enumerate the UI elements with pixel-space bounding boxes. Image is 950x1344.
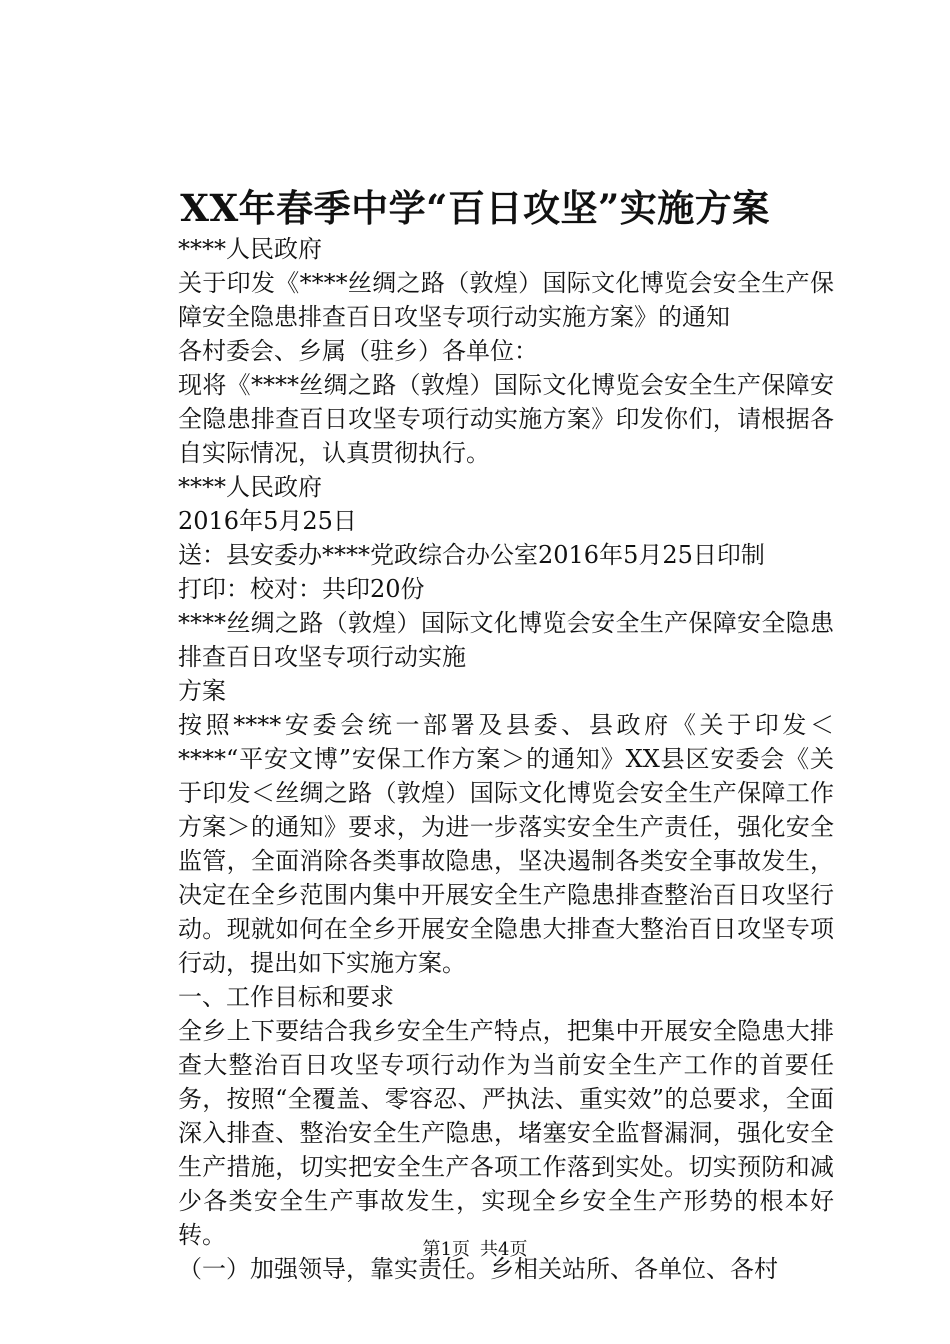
- paragraph-distribution: 送：县安委办****党政综合办公室2016年5月25日印制: [178, 541, 765, 569]
- paragraph-notice-title: 关于印发《****丝绸之路（敦煌）国际文化博览会安全生产保障安全隐患排查百日攻坚专项行动实施方案》的通知: [178, 269, 834, 331]
- section-heading: 一、工作目标和要求: [178, 983, 394, 1011]
- paragraph-plan-title-end: 方案: [178, 677, 226, 705]
- paragraph-recipients: 各村委会、乡属（驻乡）各单位：: [178, 337, 538, 365]
- page-footer: [0, 1238, 950, 1262]
- paragraph-plan-title: ****丝绸之路（敦煌）国际文化博览会安全生产保障安全隐患排查百日攻坚专项行动实施: [178, 609, 834, 671]
- document-title: XX年春季中学“百日攻坚”实施方案: [180, 186, 770, 230]
- paragraph-notice-body: 现将《****丝绸之路（敦煌）国际文化博览会安全生产保障安全隐患排查百日攻坚专项行动实施方案》印发你们，请根据各自实际情况，认真贯彻执行。: [178, 371, 834, 467]
- page-number: 第1页: [422, 1239, 470, 1260]
- paragraph-signature: ****人民政府: [178, 473, 322, 501]
- paragraph-goals: 全乡上下要结合我乡安全生产特点，把集中开展安全隐患大排查大整治百日攻坚专项行动作为当前安全生产工作的首要任务，按照“全覆盖、零容忍、严执法、重实效”的总要求，全面深入排查、整治安全生产隐患，堵塞安全监督漏洞，强化安全生产措施，切实把安全生产各项工作落到实处。切实预防和减少各类安全生产事故发生，实现全乡安全生产形势的根本好转。: [178, 1017, 834, 1249]
- paragraph-intro: 按照****安委会统一部署及县委、县政府《关于印发＜****“平安文博”安保工作方案＞的通知》XX县区安委会《关于印发＜丝绸之路（敦煌）国际文化博览会安全生产保障工作方案＞的通知》要求，为进一步落实安全生产责任，强化安全监管，全面消除各类事故隐患，坚决遏制各类安全事故发生，决定在全乡范围内集中开展安全生产隐患排查整治百日攻坚行动。现就如何在全乡开展安全隐患大排查大整治百日攻坚专项行动，提出如下实施方案。: [178, 711, 834, 977]
- page-total: 共4页: [480, 1239, 528, 1260]
- paragraph-date: 2016年5月25日: [178, 507, 357, 535]
- paragraph-print-info: 打印：校对：共印20份: [178, 575, 425, 603]
- paragraph-issuer: ****人民政府: [178, 235, 322, 263]
- document-body: [128, 232, 834, 1286]
- paragraph-subsection: （一）加强领导，靠实责任。乡相关站所、各单位、各村: [178, 1255, 778, 1283]
